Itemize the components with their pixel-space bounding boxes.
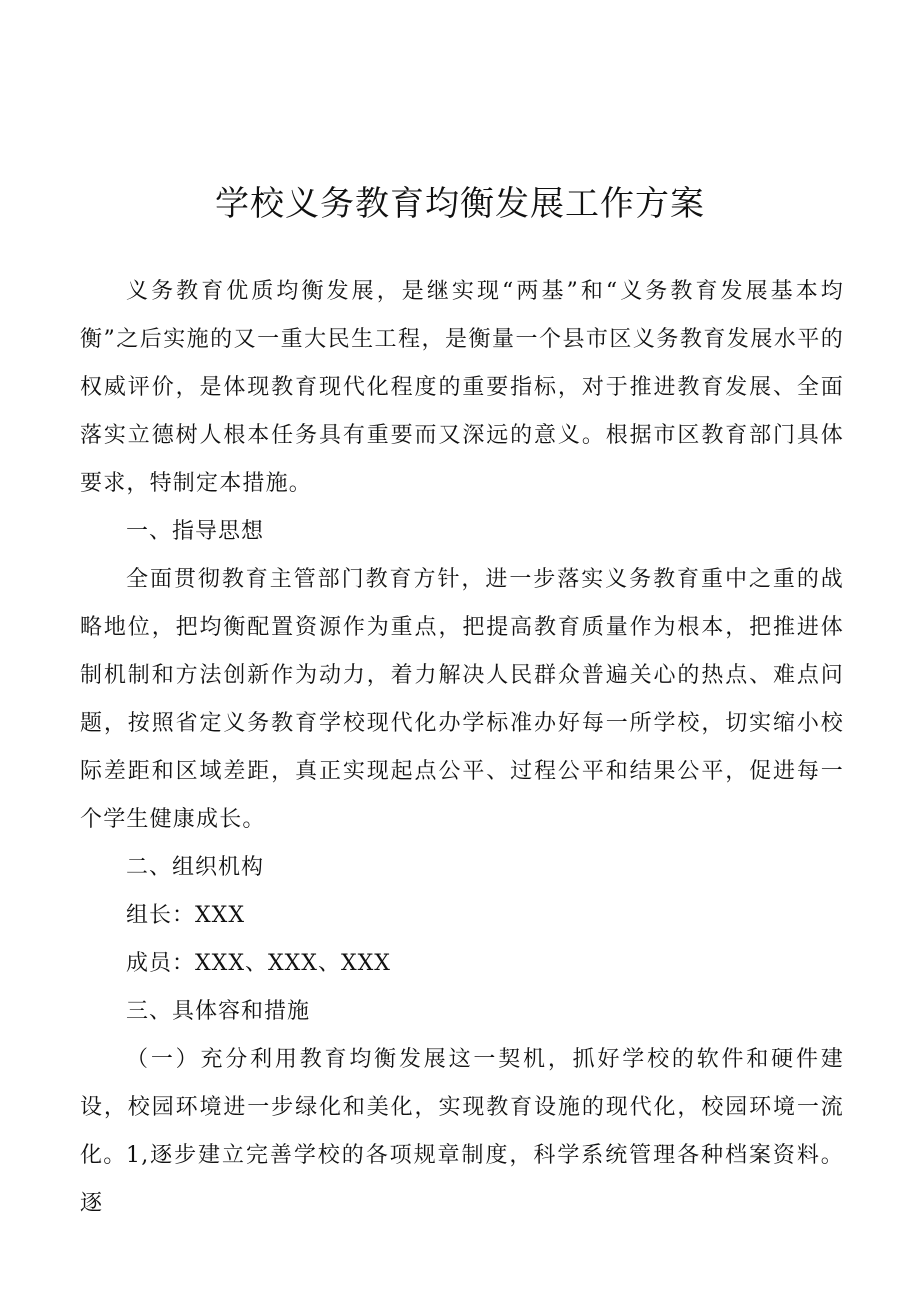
intro-paragraph: 义务教育优质均衡发展，是继实现“两基”和“义务教育发展基本均衡”之后实施的又一重大民生工程，是衡量一个县市区义务教育发展水平的权威评价，是体现教育现代化程度的重要指标，对于推进教育发展、全面落实立德树人根本任务具有重要而又深远的意义。根据市区教育部门具体要求，特制定本措施。	[80, 279, 844, 496]
leader-line: 组长：XXX	[126, 903, 245, 928]
section-heading-guiding-ideology: 一、指导思想	[126, 519, 265, 544]
measures-subsection-1: （一）充分利用教育均衡发展这一契机，抓好学校的软件和硬件建设，校园环境进一步绿化和美化，实现教育设施的现代化，校园环境一流化。	[80, 1047, 844, 1168]
members-line: 成员：XXX、XXX、XXX	[126, 951, 391, 976]
section-heading-organization: 二、组织机构	[126, 855, 265, 880]
document-title: 学校义务教育均衡发展工作方案	[215, 184, 705, 224]
guiding-ideology-paragraph: 全面贯彻教育主管部门教育方针，进一步落实义务教育重中之重的战略地位，把均衡配置资源作为重点，把提高教育质量作为根本，把推进体制机制和方法创新作为动力，着力解决人民群众普遍关心的热点、难点问题，按照省定义务教育学校现代化办学标准办好每一所学校，切实缩小校际差距和区域差距，真正实现起点公平、过程公平和结果公平，促进每一个学生健康成长。	[80, 567, 844, 832]
section-heading-measures: 三、具体容和措施	[126, 999, 311, 1024]
measures-item-1: 1,逐步建立完善学校的各项规章制度，科学系统管理各种档案资料。逐	[80, 1143, 844, 1216]
